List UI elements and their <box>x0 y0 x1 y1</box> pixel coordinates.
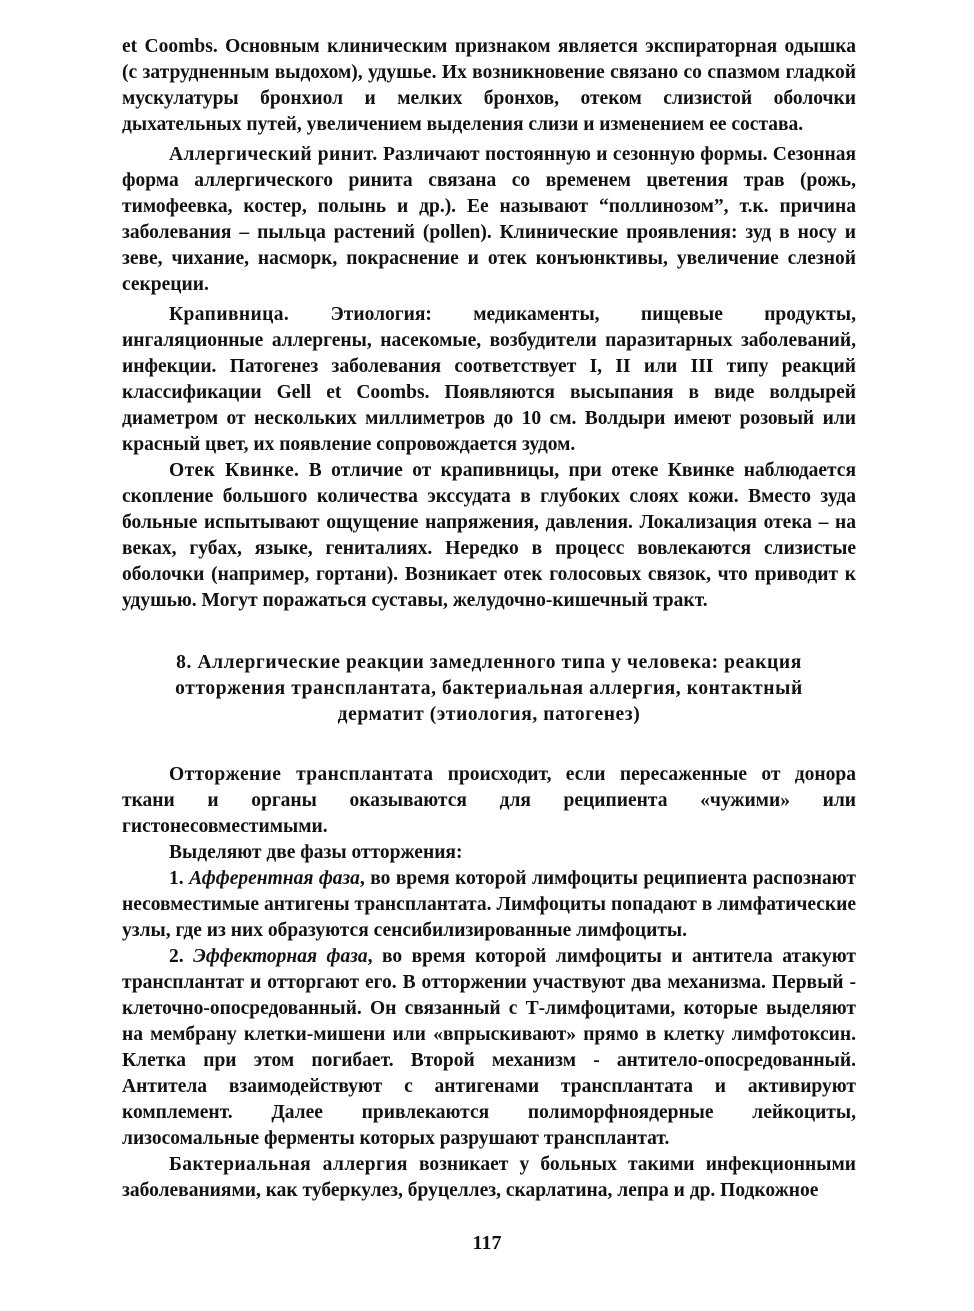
term-afferent-phase: Афферентная фаза <box>189 868 360 889</box>
paragraph-text: Различают постоянную и сезонную формы. Сезонная форма аллергического ринита связана со временем цветения трав (рожь, тимофеевка, костер, полынь и др.). Ее называют “поллинозом”, т.к. причина заболевания – пыльца растений (pollen). Клинические проявления: зуд в носу и зеве, чихание, насморк, покраснение и отек конъюнктивы, увеличение слезной секреции. <box>122 144 856 295</box>
paragraph-text: возникает у больных такими инфекционными заболеваниями, как туберкулез, бруцеллез, скарлатина, лепра и др. Подкожное <box>122 1154 856 1201</box>
section-heading: 8. Аллергические реакции замедленного типа у человека: реакция отторжения трансплантата, бактериальная аллергия, контактный дерматит (этиология, патогенез) <box>175 652 803 725</box>
paragraph-allergic-rhinitis <box>122 142 856 298</box>
paragraph-quincke-edema <box>122 458 856 614</box>
term-quincke-edema: Отек Квинке. <box>169 460 300 481</box>
paragraph-effector-phase <box>122 944 856 1152</box>
paragraph-afferent-phase <box>122 866 856 944</box>
list-number: 2. <box>169 946 194 967</box>
paragraph-text: , во время которой лимфоциты реципиента распознают несовместимые антигены трансплантата. Лимфоциты попадают в лимфатические узлы, где из них образуются сенсибилизированные лимфоциты. <box>122 868 857 941</box>
paragraph-rejection-phases <box>122 840 856 866</box>
term-bacterial-allergy: Бактериальная аллергия <box>169 1154 408 1175</box>
paragraph-text: , во время которой лимфоциты и антитела атакуют трансплантат и отторгают его. В отторжении участвуют два механизма. Первый - клеточно-опосредованный. Он связанный с Т-лимфоцитами, которые выделяют на мембрану клетки-мишени или «впрыскивают» прямо в клетку лимфотоксин. Клетка при этом погибает. Второй механизм - антитело-опосредованный. Антитела взаимодействуют с антигенами трансплантата и активируют комплемент. Далее привлекаются полиморфноядерные лейкоциты, лизосомальные ферменты которых разрушают трансплантат. <box>122 946 856 1149</box>
paragraph-text: В отличие от крапивницы, при отеке Квинке наблюдается скопление большого количества экссудата в глубоких слоях кожи. Вместо зуда больные испытывают ощущение напряжения, давления. Локализация отека – на веках, губах, языке, гениталиях. Нередко в процесс вовлекаются слизистые оболочки (например, гортани). Возникает отек голосовых связок, что приводит к удушью. Могут поражаться суставы, желудочно-кишечный тракт. <box>122 460 856 611</box>
paragraph-bacterial-allergy <box>122 1152 856 1204</box>
paragraph-asthma-end <box>122 34 856 138</box>
term-allergic-rhinitis: Аллергический ринит. <box>169 144 378 165</box>
paragraph-text: Этиология: медикаменты, пищевые продукты, ингаляционные аллергены, насекомые, возбудители паразитарных заболеваний, инфекции. Патогенез заболевания соответствует I, II или III типу реакций классификации Gell et Coombs. Появляются высыпания в виде волдырей диаметром от нескольких миллиметров до 10 см. Волдыри имеют розовый или красный цвет, их появление сопровождается зудом. <box>122 304 856 455</box>
paragraph-text: происходит, если пересаженные от донора ткани и органы оказываются для реципиента «чужими» или гистонесовместимыми. <box>122 764 856 837</box>
list-number: 1. <box>169 868 190 889</box>
page-number: 117 <box>472 1232 502 1254</box>
paragraph-text: Выделяют две фазы отторжения: <box>169 842 463 863</box>
term-urticaria: Крапивница. <box>169 304 290 325</box>
term-effector-phase: Эффекторная фаза <box>193 946 368 967</box>
term-transplant-rejection: Отторжение трансплантата <box>169 764 434 785</box>
paragraph-urticaria <box>122 302 856 458</box>
paragraph-text: et Coombs. Основным клиническим признаком является экспираторная одышка (с затрудненным выдохом), удушье. Их возникновение связано со спазмом гладкой мускулатуры бронхиол и мелких бронхов, отеком слизистой оболочки дыхательных путей, увеличением выделения слизи и изменением ее состава. <box>122 36 856 135</box>
paragraph-transplant-rejection <box>122 762 856 840</box>
